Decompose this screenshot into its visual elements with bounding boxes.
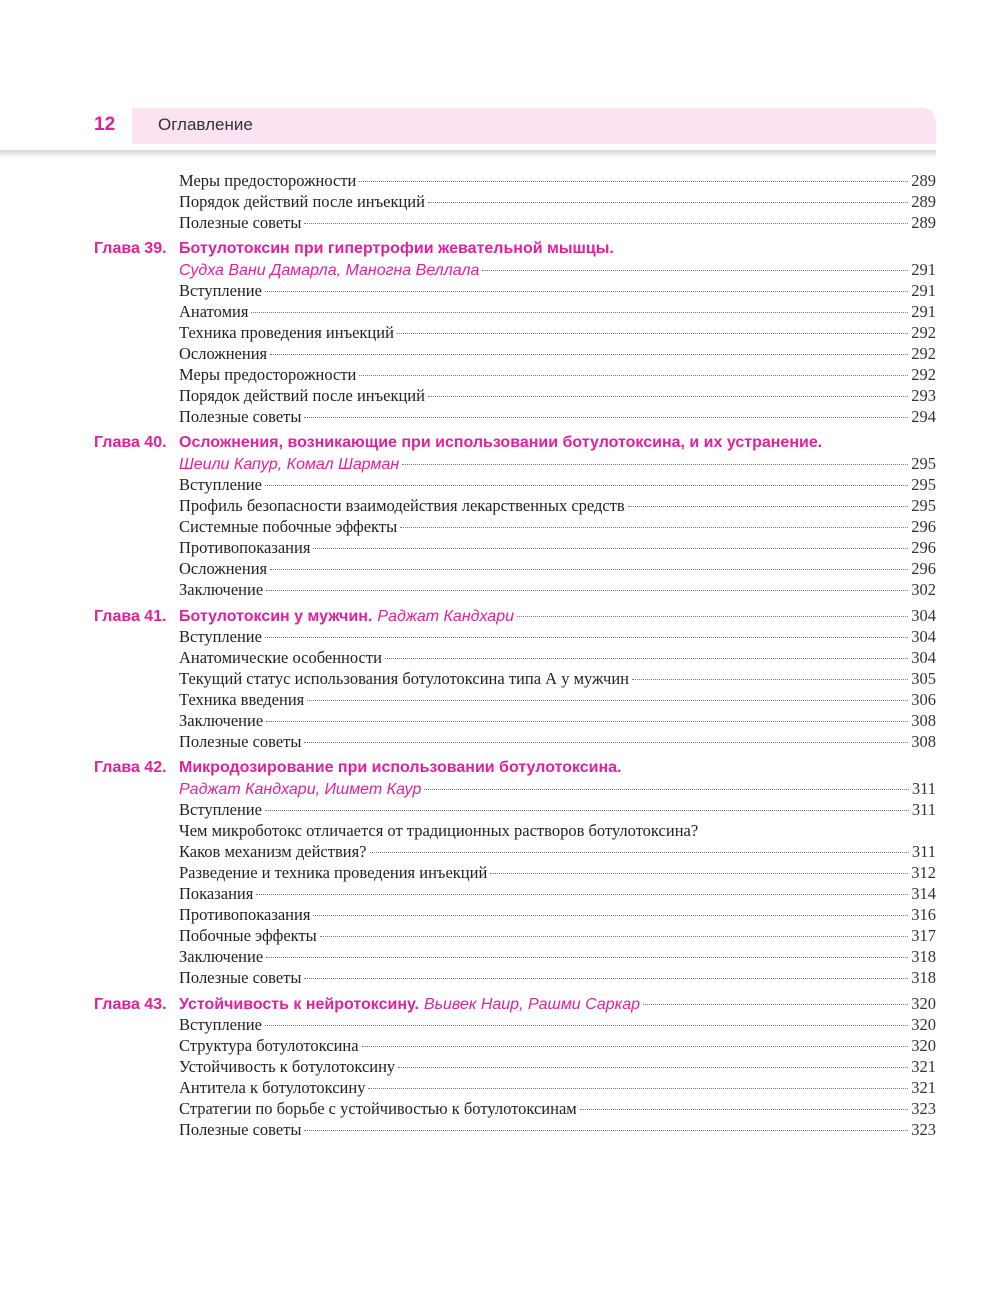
toc-entry-title: Профиль безопасности взаимодействия лекарственных средств — [179, 496, 625, 515]
chapter-label: Глава 39. — [94, 240, 167, 257]
dot-leader — [517, 615, 908, 617]
dot-leader — [304, 1129, 908, 1131]
dot-leader — [359, 374, 908, 376]
chapter-title: Устойчивость к нейротоксину. — [179, 996, 419, 1013]
toc-page-number: 312 — [911, 863, 936, 882]
toc-entry-title: Техника введения — [179, 690, 305, 709]
toc-page-number: 308 — [911, 711, 936, 730]
dot-leader — [482, 269, 908, 271]
toc-page-number: 320 — [911, 1036, 936, 1055]
toc-entry[interactable] — [0, 904, 1000, 925]
toc-page-number: 304 — [911, 606, 936, 625]
dot-leader — [265, 636, 908, 638]
toc-page-number: 289 — [911, 171, 936, 190]
toc-entry[interactable] — [0, 191, 1000, 212]
toc-entry-title: Полезные советы — [179, 213, 302, 232]
toc-page-number: 293 — [911, 386, 936, 405]
dot-leader — [304, 222, 908, 224]
toc-page-number: 304 — [911, 648, 936, 667]
dot-leader — [628, 505, 909, 507]
toc-page-number: 323 — [911, 1120, 936, 1139]
toc-entry[interactable] — [0, 1098, 1000, 1119]
chapter-title: Микродозирование при использовании ботулотоксина. — [179, 759, 622, 776]
dot-leader — [402, 463, 908, 465]
dot-leader — [266, 720, 908, 722]
toc-entry[interactable] — [0, 967, 1000, 988]
toc-entry[interactable] — [0, 689, 1000, 710]
dot-leader — [580, 1108, 909, 1110]
toc-entry[interactable] — [0, 301, 1000, 322]
toc-entry[interactable] — [0, 364, 1000, 385]
dot-leader — [265, 1024, 908, 1026]
chapter-authors: Раджат Кандхари, Ишмет Каур — [179, 781, 422, 798]
toc-entry[interactable] — [0, 1035, 1000, 1056]
toc-entry[interactable] — [0, 1014, 1000, 1035]
dot-leader — [385, 657, 908, 659]
dot-leader — [400, 526, 908, 528]
chapter-authors-line[interactable] — [0, 453, 1000, 474]
dot-leader — [304, 416, 908, 418]
toc-page-number: 295 — [911, 475, 936, 494]
toc-entry-title: Техника проведения инъекций — [179, 323, 394, 342]
toc-entry-title: Анатомия — [179, 302, 249, 321]
toc-entry[interactable] — [0, 841, 1000, 862]
chapter-authors: Вьивек Наир, Рашми Саркар — [423, 996, 641, 1013]
toc-entry[interactable] — [0, 579, 1000, 600]
toc-page-number: 320 — [911, 1015, 936, 1034]
toc-entry[interactable] — [0, 647, 1000, 668]
dot-leader — [270, 353, 908, 355]
toc-entry-title: Текущий статус использования ботулотоксина типа А у мужчин — [179, 669, 629, 688]
toc-entry[interactable] — [0, 406, 1000, 427]
toc-entry[interactable] — [0, 322, 1000, 343]
chapter-authors-line[interactable] — [0, 259, 1000, 280]
chapter-label: Глава 40. — [94, 434, 167, 451]
dot-leader — [398, 1066, 908, 1068]
toc-page-number: 302 — [911, 580, 936, 599]
toc-entry[interactable] — [0, 516, 1000, 537]
dot-leader — [307, 699, 908, 701]
toc-entry[interactable] — [0, 474, 1000, 495]
toc-entry-title: Порядок действий после инъекций — [179, 192, 425, 211]
toc-entry-title: Меры предосторожности — [179, 365, 357, 384]
toc-entry[interactable] — [0, 1119, 1000, 1140]
toc-page-number: 306 — [911, 690, 936, 709]
dot-leader — [428, 201, 908, 203]
toc-page-number: 289 — [911, 192, 936, 211]
dot-leader — [362, 1045, 909, 1047]
toc-entry[interactable] — [0, 170, 1000, 191]
toc-entry-title: Чем микроботокс отличается от традиционных растворов ботулотоксина? — [179, 821, 699, 840]
dot-leader — [256, 893, 908, 895]
toc-page-number: 292 — [911, 323, 936, 342]
toc-entry[interactable] — [0, 385, 1000, 406]
chapter-heading[interactable] — [0, 993, 1000, 1014]
toc-entry[interactable] — [0, 820, 1000, 841]
toc-entry-title: Заключение — [179, 580, 264, 599]
dot-leader — [490, 872, 908, 874]
chapter-authors: Шеили Капур, Комал Шарман — [179, 456, 400, 473]
chapter-label: Глава 42. — [94, 759, 167, 776]
toc-entry[interactable] — [0, 883, 1000, 904]
toc-entry-title: Вступление — [179, 281, 262, 300]
toc-entry-title: Вступление — [179, 627, 262, 646]
toc-page-number: 321 — [911, 1057, 936, 1076]
toc-entry[interactable] — [0, 558, 1000, 579]
toc-entry-title: Каков механизм действия? — [179, 842, 367, 861]
toc-page-number: 292 — [911, 344, 936, 363]
toc-entry[interactable] — [0, 925, 1000, 946]
toc-page-number: 295 — [911, 496, 936, 515]
toc-page-number: 296 — [911, 517, 936, 536]
toc-page-number: 314 — [911, 884, 936, 903]
dot-leader — [304, 741, 908, 743]
toc-entry[interactable] — [0, 495, 1000, 516]
dot-leader — [397, 332, 908, 334]
toc-entry[interactable] — [0, 212, 1000, 233]
toc-entry-title: Полезные советы — [179, 407, 302, 426]
table-of-contents — [0, 170, 1000, 1140]
toc-entry-title: Устойчивость к ботулотоксину — [179, 1057, 396, 1076]
toc-entry-title: Показания — [179, 884, 254, 903]
toc-entry-title: Вступление — [179, 1015, 262, 1034]
toc-entry-title: Системные побочные эффекты — [179, 517, 398, 536]
toc-page-number: 305 — [911, 669, 936, 688]
toc-page-number: 291 — [911, 281, 936, 300]
toc-page-number: 296 — [911, 538, 936, 557]
toc-entry-title: Полезные советы — [179, 1120, 302, 1139]
toc-page-number: 320 — [911, 994, 936, 1013]
toc-page-number: 317 — [911, 926, 936, 945]
dot-leader — [368, 1087, 908, 1089]
toc-entry[interactable] — [0, 1077, 1000, 1098]
dot-leader — [320, 935, 909, 937]
chapter-heading[interactable] — [0, 432, 1000, 453]
toc-entry-title: Заключение — [179, 947, 264, 966]
toc-page-number: 311 — [911, 842, 936, 861]
toc-page-number: 292 — [911, 365, 936, 384]
chapter-title: Ботулотоксин при гипертрофии жевательной мышцы. — [179, 240, 614, 257]
dot-leader — [266, 956, 908, 958]
toc-entry-title: Разведение и техника проведения инъекций — [179, 863, 488, 882]
toc-entry-title: Вступление — [179, 800, 262, 819]
dot-leader — [632, 678, 908, 680]
dot-leader — [266, 589, 908, 591]
toc-page-number: 291 — [911, 302, 936, 321]
toc-page-number: 311 — [911, 779, 936, 798]
toc-entry[interactable] — [0, 343, 1000, 364]
dot-leader — [359, 180, 908, 182]
toc-page-number: 294 — [911, 407, 936, 426]
chapter-heading[interactable] — [0, 757, 1000, 778]
toc-entry-title: Стратегии по борьбе с устойчивостью к ботулотоксинам — [179, 1099, 577, 1118]
chapter-title: Осложнения, возникающие при использовании ботулотоксина, и их устранение. — [179, 434, 823, 451]
chapter-label: Глава 41. — [94, 608, 167, 625]
toc-entry-title: Меры предосторожности — [179, 171, 357, 190]
toc-page-number: 291 — [911, 260, 936, 279]
toc-page-number: 308 — [911, 732, 936, 751]
toc-entry-title: Полезные советы — [179, 968, 302, 987]
toc-entry[interactable] — [0, 537, 1000, 558]
toc-entry[interactable] — [0, 626, 1000, 647]
toc-page-number: 318 — [911, 947, 936, 966]
toc-entry[interactable] — [0, 280, 1000, 301]
toc-entry[interactable] — [0, 862, 1000, 883]
dot-leader — [265, 809, 909, 811]
chapter-heading[interactable] — [0, 238, 1000, 259]
page-title: Оглавление — [158, 115, 253, 134]
toc-entry[interactable] — [0, 710, 1000, 731]
dot-leader — [313, 547, 908, 549]
chapter-heading[interactable] — [0, 605, 1000, 626]
dot-leader — [428, 395, 908, 397]
dot-leader — [251, 311, 908, 313]
chapter-title: Ботулотоксин у мужчин. — [179, 608, 373, 625]
toc-entry-title: Заключение — [179, 711, 264, 730]
header-divider — [0, 150, 936, 158]
chapter-authors: Раджат Кандхари — [377, 608, 514, 625]
toc-entry-title: Осложнения — [179, 559, 268, 578]
toc-entry-title: Структура ботулотоксина — [179, 1036, 359, 1055]
dot-leader — [304, 977, 908, 979]
dot-leader — [643, 1003, 908, 1005]
toc-entry-title: Порядок действий после инъекций — [179, 386, 425, 405]
toc-page-number: 316 — [911, 905, 936, 924]
toc-entry-title: Анатомические особенности — [179, 648, 382, 667]
page-header — [0, 104, 1000, 156]
toc-page-number: 296 — [911, 559, 936, 578]
toc-page-number: 304 — [911, 627, 936, 646]
toc-entry-title: Осложнения — [179, 344, 268, 363]
toc-entry-title: Вступление — [179, 475, 262, 494]
toc-entry[interactable] — [0, 731, 1000, 752]
dot-leader — [424, 788, 909, 790]
toc-entry-title: Противопоказания — [179, 905, 311, 924]
toc-entry-title: Противопоказания — [179, 538, 311, 557]
toc-entry[interactable] — [0, 799, 1000, 820]
toc-page-number: 318 — [911, 968, 936, 987]
dot-leader — [313, 914, 908, 916]
toc-entry[interactable] — [0, 1056, 1000, 1077]
toc-page-number: 321 — [911, 1078, 936, 1097]
toc-entry-title: Антитела к ботулотоксину — [179, 1078, 366, 1097]
toc-page-number: 289 — [911, 213, 936, 232]
chapter-authors-line[interactable] — [0, 778, 1000, 799]
chapter-label: Глава 43. — [94, 996, 167, 1013]
page-number: 12 — [94, 114, 116, 135]
dot-leader — [370, 851, 909, 853]
toc-page-number: 311 — [911, 800, 936, 819]
toc-entry-title: Полезные советы — [179, 732, 302, 751]
toc-page-number: 323 — [911, 1099, 936, 1118]
toc-entry[interactable] — [0, 946, 1000, 967]
dot-leader — [265, 290, 908, 292]
dot-leader — [270, 568, 908, 570]
toc-page-number: 295 — [911, 454, 936, 473]
toc-entry-title: Побочные эффекты — [179, 926, 317, 945]
chapter-authors: Судха Вани Дамарла, Маногна Веллала — [179, 262, 480, 279]
toc-entry[interactable] — [0, 668, 1000, 689]
dot-leader — [265, 484, 908, 486]
